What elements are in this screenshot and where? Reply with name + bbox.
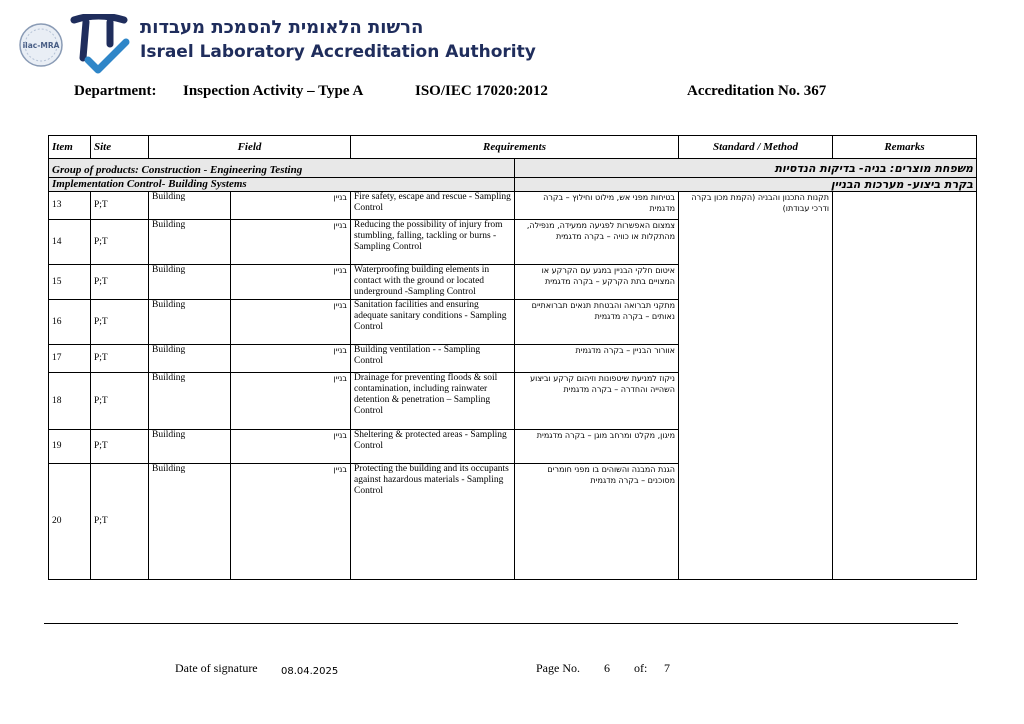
subgroup-label-en: Implementation Control- Building Systems [49, 178, 515, 192]
ilaa-mark-logo [68, 14, 130, 78]
col-header-item: Item [49, 136, 91, 159]
field-en-cell: Building [149, 220, 231, 265]
requirement-en-cell: Protecting the building and its occupants against hazardous materials - Sampling Control [351, 464, 515, 580]
col-header-requirements: Requirements [351, 136, 679, 159]
site-cell: P;T [91, 464, 149, 580]
col-header-remarks: Remarks [833, 136, 977, 159]
org-name-english: Israel Laboratory Accreditation Authority [140, 42, 536, 62]
requirement-he-cell: בטיחות מפני אש, מילוט וחילוץ – בקרה מדגמית [515, 192, 679, 220]
field-he-cell: בניין [231, 192, 351, 220]
item-cell: 19 [49, 430, 91, 464]
table-row [49, 192, 977, 220]
date-of-signature-value: 08.04.2025 [281, 666, 339, 677]
accreditation-number: Accreditation No. 367 [687, 83, 827, 99]
field-he-cell: בניין [231, 220, 351, 265]
ilac-mra-logo [18, 22, 64, 68]
requirement-en-cell: Reducing the possibility of injury from stumbling, falling, tackling or burns - Sampling Control [351, 220, 515, 265]
field-en-cell: Building [149, 345, 231, 373]
field-en-cell: Building [149, 192, 231, 220]
standard-method-cell: תקנות התכנון והבניה (הקמת מכון בקרה ודרכי עבודתו) [679, 192, 833, 580]
field-he-cell: בניין [231, 300, 351, 345]
col-header-site: Site [91, 136, 149, 159]
requirement-en-cell: Waterproofing building elements in contact with the ground or located underground -Sampling Control [351, 265, 515, 300]
field-en-cell: Building [149, 265, 231, 300]
col-header-standard-method: Standard / Method [679, 136, 833, 159]
requirement-he-cell: צמצום האפשרות לפגיעה ממעידה, מנפילה, מהתקלות או כוויה – בקרה מדגמית [515, 220, 679, 265]
field-he-cell: בניין [231, 464, 351, 580]
org-name-hebrew: הרשות הלאומית להסמכת מעבדות [140, 17, 424, 38]
field-en-cell: Building [149, 430, 231, 464]
department-label: Department: [74, 83, 157, 99]
field-en-cell: Building [149, 300, 231, 345]
site-cell: P;T [91, 430, 149, 464]
requirement-he-cell: ניקוז למניעת שיטפונות וזיהום קרקע וביצוע השהייה והחדרה – בקרה מדגמית [515, 373, 679, 430]
field-en-cell: Building [149, 373, 231, 430]
item-cell: 17 [49, 345, 91, 373]
item-cell: 20 [49, 464, 91, 580]
requirement-he-cell: איטום חלקי הבניין במגע עם הקרקע או המצויים בתת הקרקע – בקרה מדגמית [515, 265, 679, 300]
footer-divider [44, 623, 958, 624]
requirement-en-cell: Fire safety, escape and rescue - Sampling Control [351, 192, 515, 220]
item-cell: 14 [49, 220, 91, 265]
requirement-he-cell: הגנת המבנה והשוהים בו מפני חומרים מסוכנים – בקרה מדגמית [515, 464, 679, 580]
requirement-he-cell: מתקני תברואה והבטחת תנאים תברואתיים נאותים – בקרה מדגמית [515, 300, 679, 345]
field-en-cell: Building [149, 464, 231, 580]
page-number-label: Page No. [536, 661, 580, 675]
group-label-en: Group of products: Construction - Engineering Testing [49, 159, 515, 178]
standard-title: ISO/IEC 17020:2012 [415, 83, 548, 99]
page-of-label: of: [634, 661, 648, 675]
subgroup-row [49, 178, 977, 192]
svg-text:ilac-MRA: ilac-MRA [22, 41, 60, 50]
remarks-cell [833, 192, 977, 580]
site-cell: P;T [91, 192, 149, 220]
group-row [49, 159, 977, 178]
field-he-cell: בניין [231, 373, 351, 430]
site-cell: P;T [91, 300, 149, 345]
field-he-cell: בניין [231, 345, 351, 373]
item-cell: 18 [49, 373, 91, 430]
requirement-en-cell: Sanitation facilities and ensuring adequate sanitary conditions - Sampling Control [351, 300, 515, 345]
field-he-cell: בניין [231, 265, 351, 300]
site-cell: P;T [91, 265, 149, 300]
site-cell: P;T [91, 373, 149, 430]
scope-table [48, 135, 977, 580]
requirement-en-cell: Sheltering & protected areas - Sampling Control [351, 430, 515, 464]
site-cell: P;T [91, 345, 149, 373]
site-cell: P;T [91, 220, 149, 265]
group-label-he: משפחת מוצרים: בניה- בדיקות הנדסיות [515, 159, 977, 178]
item-cell: 15 [49, 265, 91, 300]
requirement-he-cell: אוורור הבניין – בקרה מדגמית [515, 345, 679, 373]
requirement-en-cell: Building ventilation - - Sampling Control [351, 345, 515, 373]
item-cell: 13 [49, 192, 91, 220]
requirement-en-cell: Drainage for preventing floods & soil contamination, including rainwater detention & penetration – Sampling Control [351, 373, 515, 430]
table-header-row [49, 136, 977, 159]
page-total: 7 [664, 661, 670, 675]
date-of-signature-label: Date of signature [175, 661, 258, 675]
item-cell: 16 [49, 300, 91, 345]
field-he-cell: בניין [231, 430, 351, 464]
col-header-field: Field [149, 136, 351, 159]
department-value: Inspection Activity – Type A [183, 83, 364, 99]
requirement-he-cell: מיגון, מקלט ומרחב מוגן – בקרה מדגמית [515, 430, 679, 464]
page-number: 6 [604, 661, 610, 675]
subgroup-label-he: בקרת ביצוע- מערכות הבניין [515, 178, 977, 192]
